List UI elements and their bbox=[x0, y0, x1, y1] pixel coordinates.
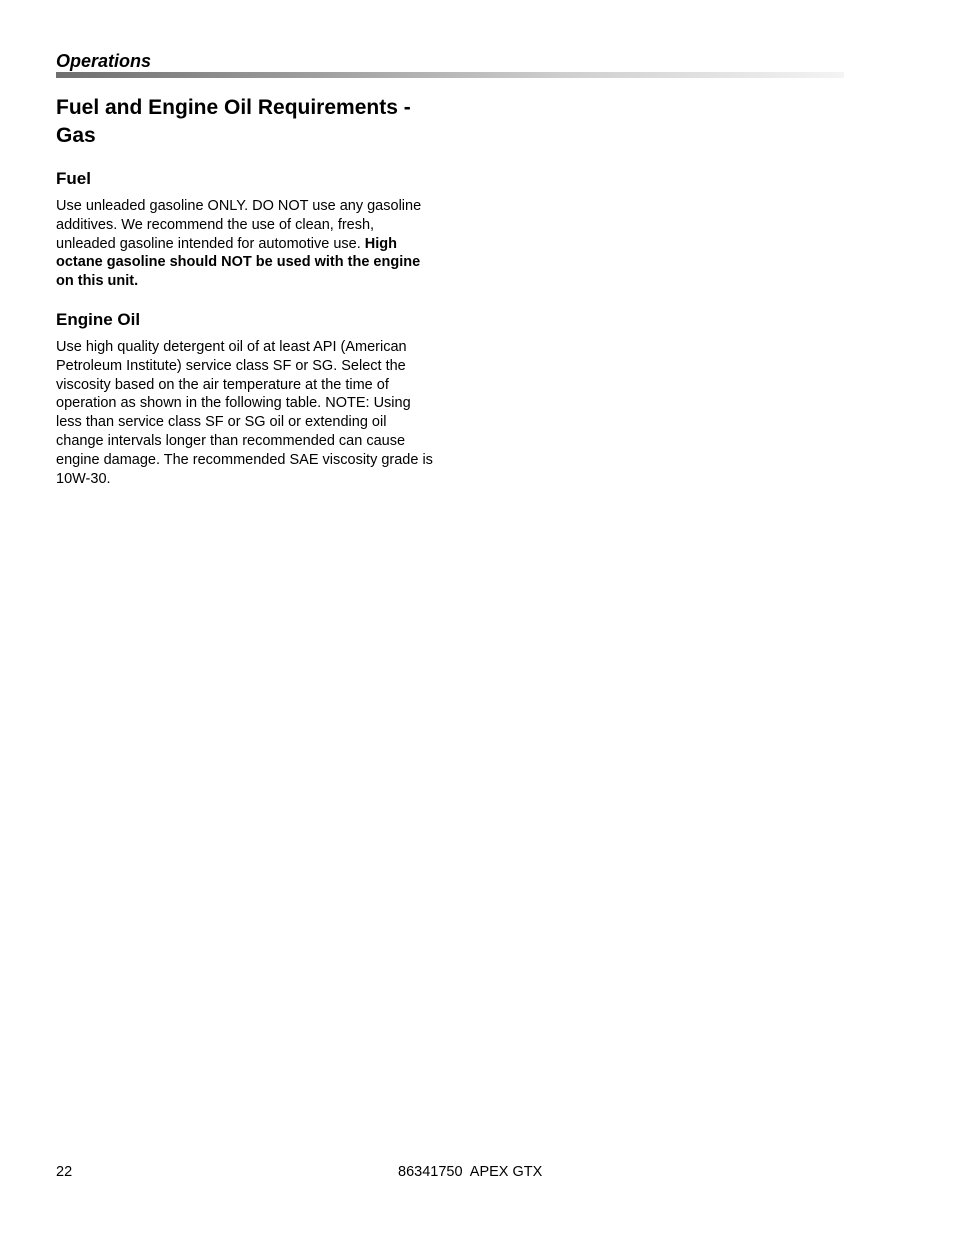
document-id: 86341750 APEX GTX bbox=[398, 1164, 543, 1180]
page-number: 22 bbox=[56, 1164, 73, 1180]
fuel-heading: Fuel bbox=[56, 169, 91, 188]
page-title: Fuel and Engine Oil Requirements - Gas bbox=[56, 96, 411, 147]
fuel-text: Use unleaded gasoline ONLY. DO NOT use any gasoline additives. We recommend the use of clean, fresh, unleaded gasoline intended for automotive use. bbox=[56, 198, 422, 252]
engine-oil-heading: Engine Oil bbox=[56, 309, 141, 329]
engine-oil-paragraph: Use high quality detergent oil of at least API (American Petroleum Institute) service class SF or SG. Select the viscosity based on the air temperature at the time of operation as shown in the following table. NOTE: Using less than service class SF or SG oil or extending oil change intervals longer than recommended can cause engine damage. The recommended SAE viscosity grade is 10W-30. bbox=[56, 338, 433, 487]
section-header: Operations bbox=[56, 51, 152, 71]
fuel-warning-text: High octane gasoline should NOT be used with the engine on this unit. bbox=[56, 235, 421, 290]
header-rule bbox=[56, 72, 844, 78]
fuel-paragraph bbox=[56, 197, 436, 291]
main-content bbox=[56, 94, 436, 506]
